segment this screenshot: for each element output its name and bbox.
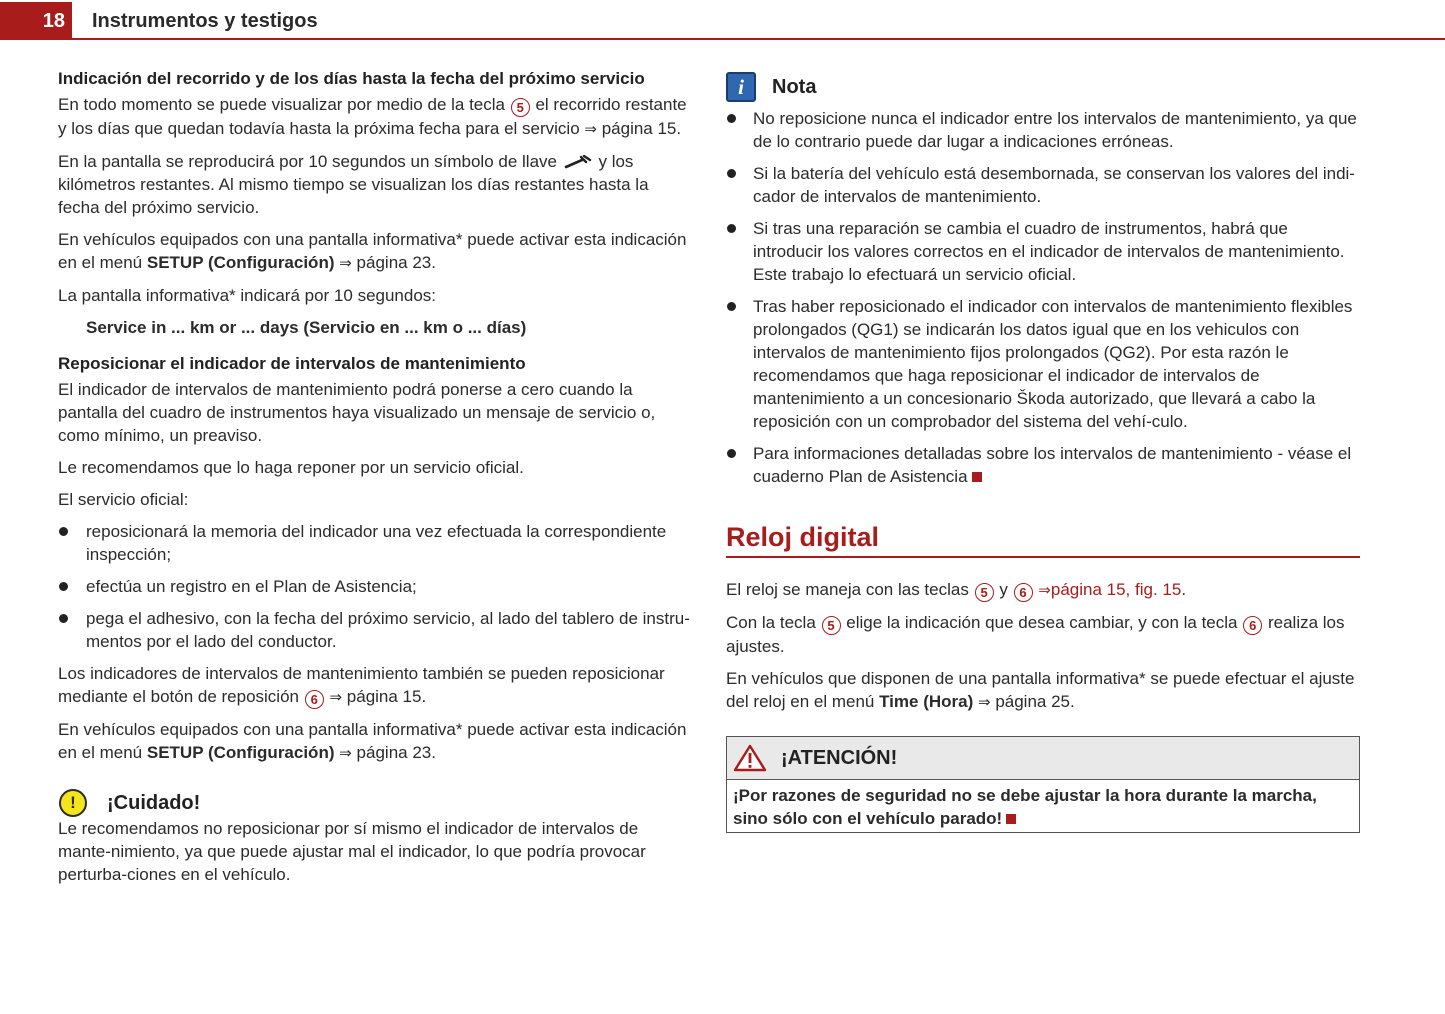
paragraph: La pantalla informativa* indicará por 10 segundos: <box>58 286 437 305</box>
note-title: Nota <box>772 75 817 98</box>
section-heading-reset: Reposicionar el indicador de intervalos de mantenimiento <box>58 354 526 373</box>
list-item: efectúa un registro en el Plan de Asistencia; <box>58 575 694 598</box>
text: En vehículos equipados con una pantalla informativa* puede activar esta indicación en el menú <box>58 230 687 272</box>
text: Los indicadores de intervalos de mantenimiento también se pueden reposicionar mediante el botón de reposición <box>58 664 665 706</box>
paragraph: El servicio oficial: <box>58 490 189 509</box>
caution-text: Le recomendamos no reposicionar por sí mismo el indicador de intervalos de mante-nimiento, ya que puede ajustar mal el indicador, lo que podría provocar perturba-ciones en el vehículo. <box>58 819 646 884</box>
key-5-icon: 5 <box>822 616 841 635</box>
text: En vehículos equipados con una pantalla informativa* puede activar esta indicación en el menú <box>58 720 687 762</box>
text: y los kilómetros restantes. Al mismo tiempo se visualizan los días restantes hasta la fecha del próximo servicio. <box>58 152 649 217</box>
note-item: No reposicione nunca el indicador entre los intervalos de mantenimiento, ya que de lo contrario puede dar lugar a indicaciones erróneas. <box>726 107 1360 153</box>
key-5-icon: 5 <box>975 583 994 602</box>
menu-name: SETUP (Configuración) <box>146 253 335 272</box>
warning-body <box>727 780 1359 832</box>
warning-header <box>727 737 1359 780</box>
paragraph <box>726 578 1360 602</box>
caution-icon: ! <box>59 789 87 817</box>
note-item: Si la batería del vehículo está desembornada, se conservan los valores del indi-cador de intervalos de mantenimiento. <box>726 162 1360 208</box>
text: En todo momento se puede visualizar por medio de la tecla <box>58 95 505 114</box>
caution-title: ¡Cuidado! <box>107 791 201 814</box>
text: elige la indicación que desea cambiar, y con la tecla <box>846 613 1238 632</box>
menu-name: SETUP (Configuración) <box>146 743 335 762</box>
paragraph: El indicador de intervalos de mantenimiento podrá ponerse a cero cuando la pantalla del cuadro de instrumentos haya visualizado un mensaje de servicio o, como mínimo, un preaviso. <box>58 380 656 445</box>
text: Con la tecla <box>726 613 816 632</box>
note-item: Si tras una reparación se cambia el cuadro de instrumentos, habrá que introducir los valores correctos en el indicador de intervalos de mantenimiento. Este trabajo lo efectuará un servicio oficial. <box>726 217 1360 286</box>
list-item: pega el adhesivo, con la fecha del próximo servicio, al lado del tablero de instru-mentos por el lado del conductor. <box>58 607 694 653</box>
header-rule <box>72 38 1445 40</box>
section-rule <box>726 556 1360 558</box>
arrow-right-icon: ⇒ <box>584 120 597 138</box>
page-number: 18 <box>0 2 72 40</box>
paragraph: Le recomendamos que lo haga reponer por un servicio oficial. <box>58 458 524 477</box>
key-6-icon: 6 <box>305 690 324 709</box>
section-title-digital-clock: Reloj digital <box>726 522 880 552</box>
paragraph <box>58 662 694 709</box>
page-reference: página 23. <box>356 253 436 272</box>
arrow-right-icon: ⇒ <box>978 693 991 711</box>
caution-header <box>58 789 694 817</box>
menu-name: Time (Hora) <box>879 692 974 711</box>
display-message: Service in ... km or ... days (Servicio en ... km o ... días) <box>86 318 527 337</box>
right-column <box>726 66 1360 833</box>
end-mark-icon <box>972 472 982 482</box>
note-item <box>726 442 1360 488</box>
page-header <box>0 0 1445 42</box>
page-link[interactable]: página 15, fig. 15 <box>1050 580 1182 599</box>
info-icon: i <box>726 72 756 102</box>
paragraph <box>58 93 694 141</box>
text: y <box>999 580 1008 599</box>
text: Para informaciones detalladas sobre los intervalos de mantenimiento - véase el cuaderno Plan de Asistencia <box>753 444 1352 486</box>
key-5-icon: 5 <box>511 98 530 117</box>
paragraph <box>726 611 1360 658</box>
text: El reloj se maneja con las teclas <box>726 580 969 599</box>
section-heading-service-display: Indicación del recorrido y de los días hasta la fecha del próximo servicio <box>58 69 645 88</box>
arrow-right-icon: ⇒ <box>1038 581 1051 599</box>
paragraph <box>58 228 694 275</box>
note-header <box>726 72 1360 102</box>
end-mark-icon <box>1006 814 1016 824</box>
left-column <box>58 66 694 895</box>
page-reference: página 23. <box>356 743 436 762</box>
text: En la pantalla se reproducirá por 10 segundos un símbolo de llave <box>58 152 557 171</box>
list-item: reposicionará la memoria del indicador una vez efectuada la correspondiente inspección; <box>58 520 694 566</box>
text: En vehículos que disponen de una pantalla informativa* se puede efectuar el ajuste del reloj en el menú <box>726 669 1355 711</box>
arrow-right-icon: ⇒ <box>329 688 343 706</box>
arrow-right-icon: ⇒ <box>339 744 352 762</box>
text: realiza los ajustes. <box>726 613 1345 656</box>
text: . <box>1181 580 1187 599</box>
warning-title: ¡ATENCIÓN! <box>781 746 898 769</box>
warning-triangle-icon <box>733 744 767 772</box>
paragraph <box>58 718 694 765</box>
text: el recorrido restante y los días que quedan todavía hasta la próxima fecha para el servicio <box>58 95 687 138</box>
chapter-title: Instrumentos y testigos <box>92 10 318 32</box>
warning-text <box>733 784 1353 830</box>
warning-box <box>726 736 1360 833</box>
page-reference: página 25. <box>995 692 1075 711</box>
paragraph <box>58 150 694 219</box>
page-reference: página 15. <box>601 119 682 138</box>
key-6-icon: 6 <box>1014 583 1033 602</box>
key-6-icon: 6 <box>1243 616 1262 635</box>
note-item: Tras haber reposicionado el indicador con intervalos de mantenimiento flexibles prolongados (QG1) se indicarán los datos igual que en los vehiculos con intervalos de mantenimiento fijos prolongados (QG2). Por esta razón le recomendamos que haga reposicionar el indicador de intervalos de mantenimiento a un concesionario Škoda autorizado, que llevará a cabo la reposición con un comprobador del sistema del vehí-culo. <box>726 295 1360 433</box>
text: ¡Por razones de seguridad no se debe ajustar la hora durante la marcha, sino sólo con el vehículo parado! <box>733 786 1317 828</box>
wrench-icon <box>564 155 592 169</box>
arrow-right-icon: ⇒ <box>339 254 352 272</box>
paragraph <box>726 667 1360 714</box>
page-reference: página 15. <box>346 687 427 706</box>
